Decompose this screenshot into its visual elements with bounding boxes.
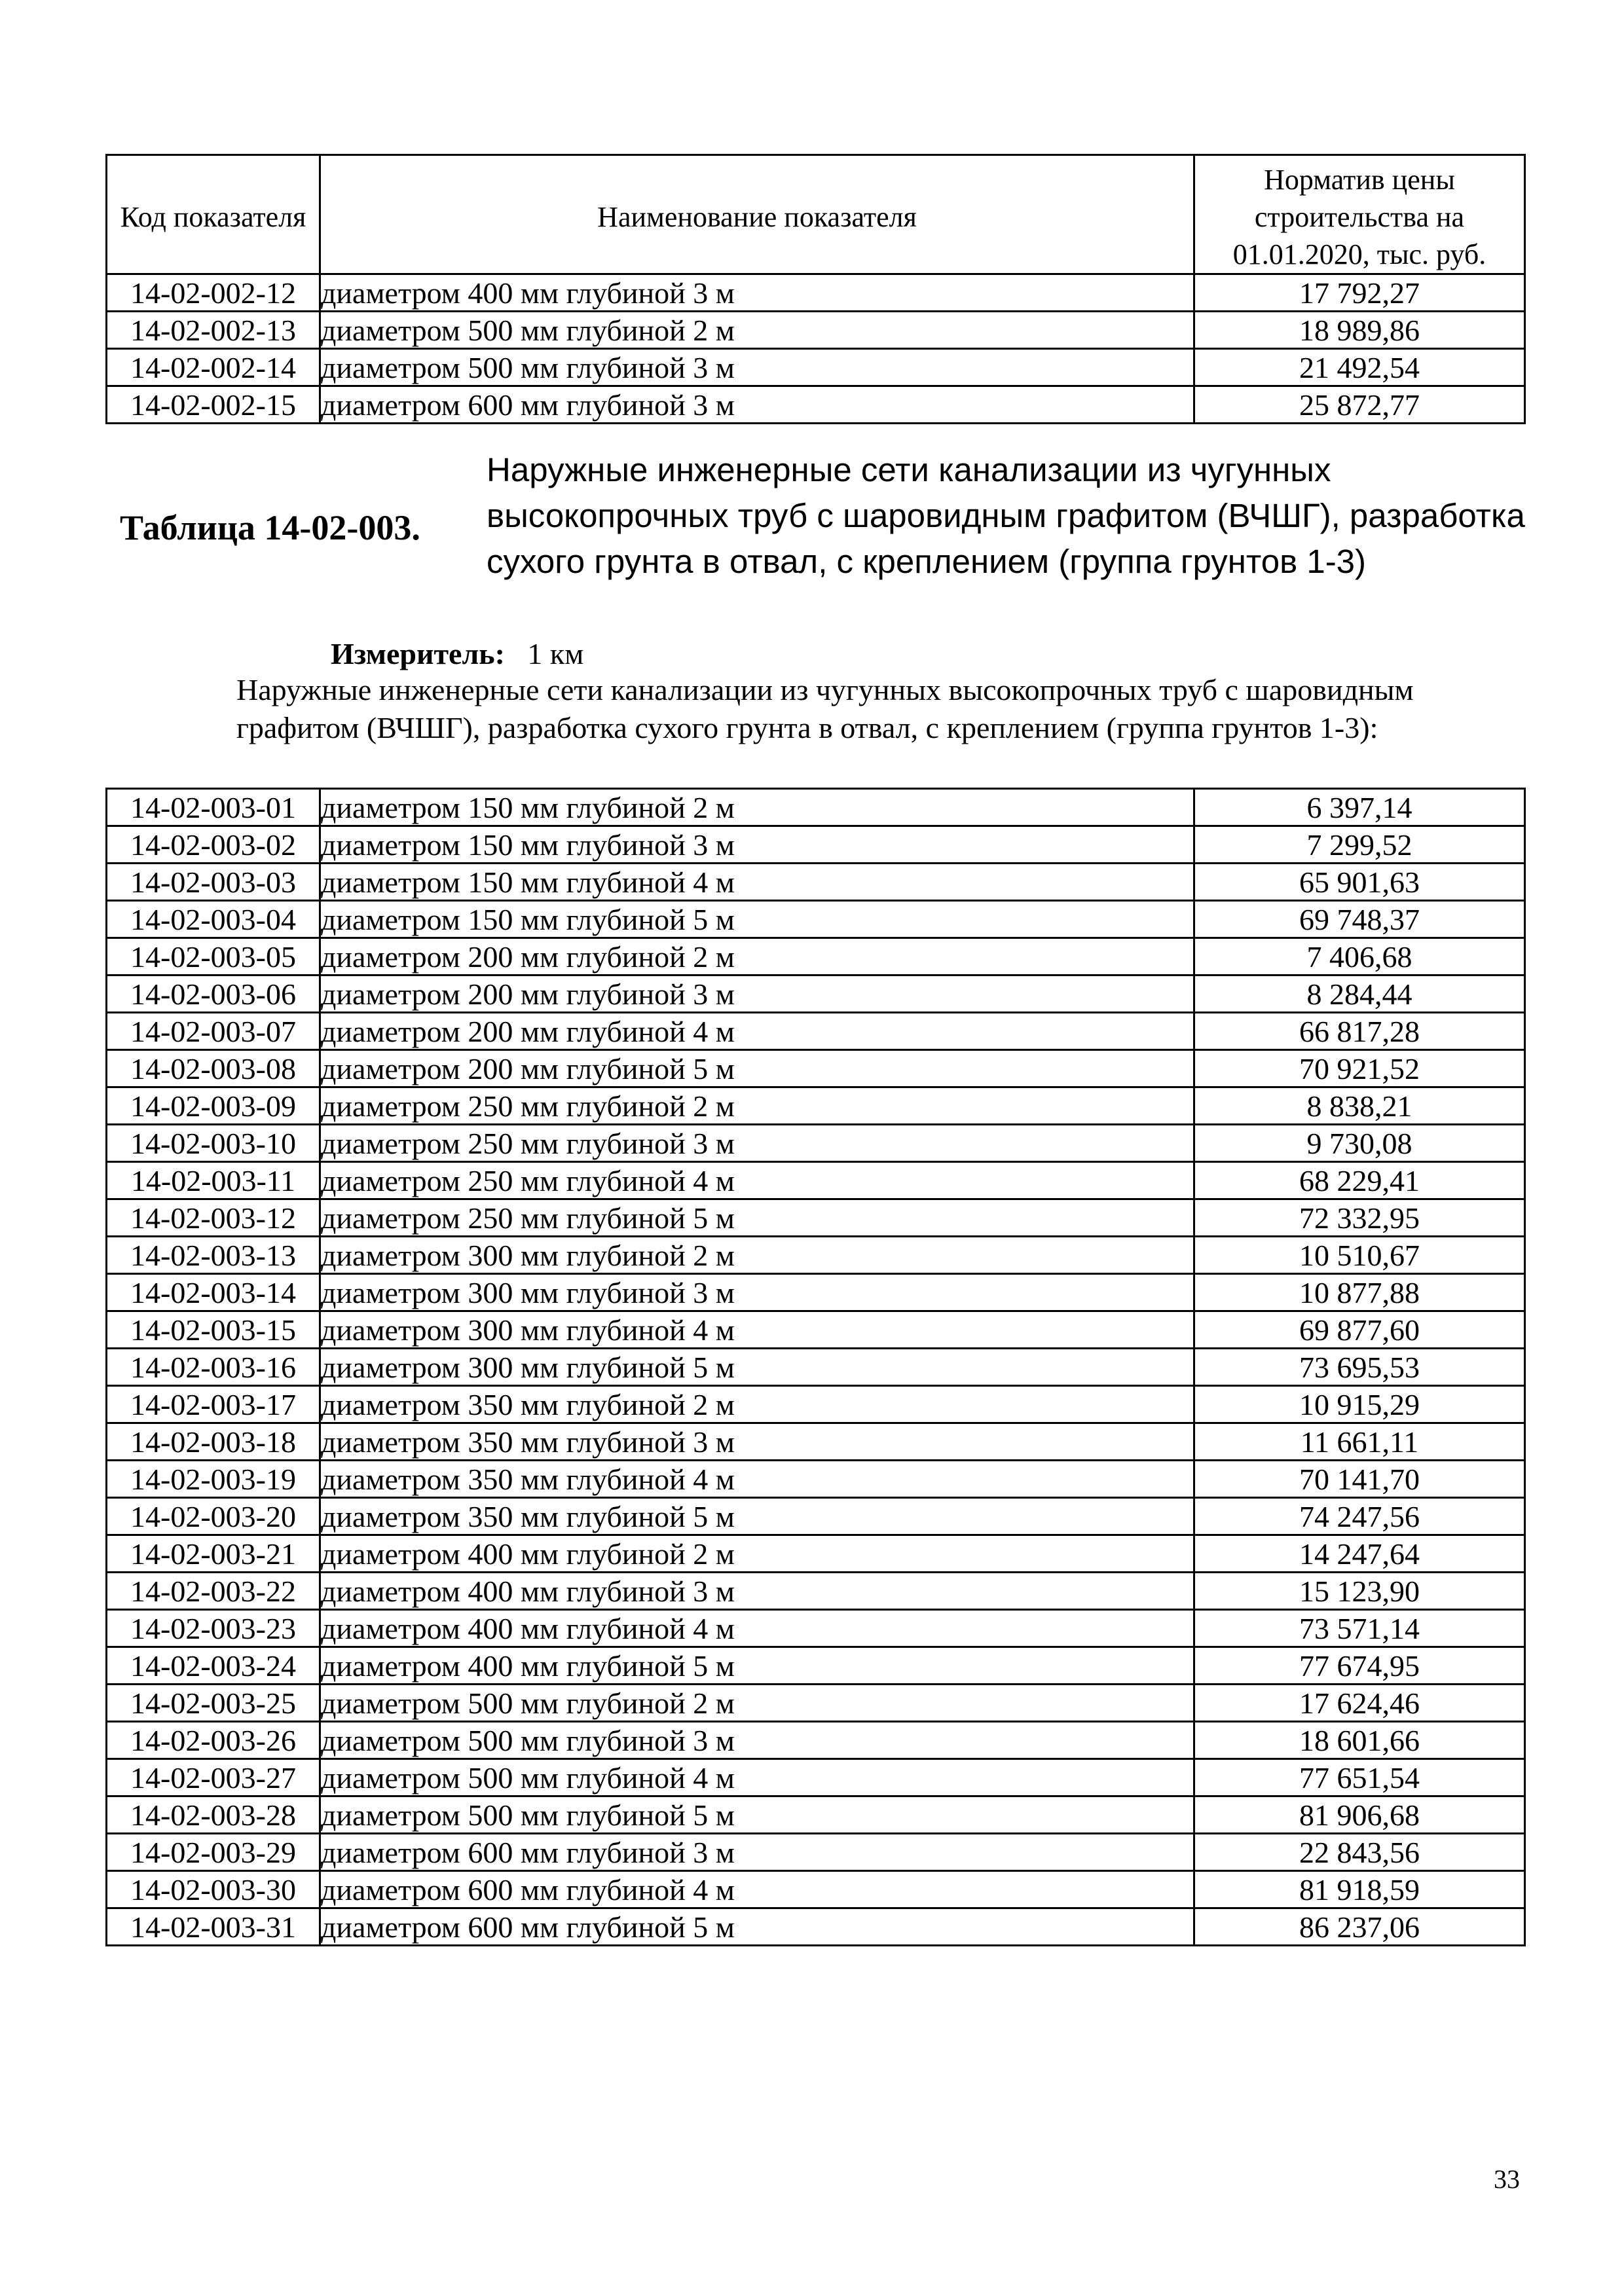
cell-name: диаметром 600 мм глубиной 4 м	[320, 1871, 1194, 1908]
table-row	[107, 1125, 1525, 1162]
cell-price: 15 123,90	[1194, 1573, 1525, 1610]
table-row	[107, 1871, 1525, 1908]
table-row	[107, 274, 1525, 312]
cell-name: диаметром 400 мм глубиной 2 м	[320, 1535, 1194, 1573]
cell-price: 68 229,41	[1194, 1162, 1525, 1199]
cell-price: 10 915,29	[1194, 1386, 1525, 1423]
cell-price: 8 838,21	[1194, 1087, 1525, 1125]
cell-price: 69 748,37	[1194, 901, 1525, 938]
cell-code: 14-02-002-14	[107, 349, 320, 386]
table-row	[107, 1050, 1525, 1087]
cell-price: 81 918,59	[1194, 1871, 1525, 1908]
table-row	[107, 1349, 1525, 1386]
cell-name: диаметром 300 мм глубиной 3 м	[320, 1274, 1194, 1311]
table-row	[107, 1013, 1525, 1050]
cell-code: 14-02-002-15	[107, 386, 320, 424]
cell-code: 14-02-003-22	[107, 1573, 320, 1610]
table-header-row	[107, 155, 1525, 274]
cell-code: 14-02-003-27	[107, 1759, 320, 1796]
continued-price-table	[105, 154, 1526, 424]
cell-price: 22 843,56	[1194, 1834, 1525, 1871]
cell-price: 14 247,64	[1194, 1535, 1525, 1573]
cell-price: 69 877,60	[1194, 1311, 1525, 1349]
cell-code: 14-02-003-04	[107, 901, 320, 938]
cell-price: 77 674,95	[1194, 1647, 1525, 1685]
cell-price: 10 510,67	[1194, 1237, 1525, 1274]
cell-code: 14-02-003-30	[107, 1871, 320, 1908]
cell-name: диаметром 600 мм глубиной 3 м	[320, 1834, 1194, 1871]
cell-price: 70 141,70	[1194, 1461, 1525, 1498]
cell-name: диаметром 300 мм глубиной 5 м	[320, 1349, 1194, 1386]
price-table	[105, 788, 1526, 1946]
cell-code: 14-02-003-26	[107, 1722, 320, 1759]
table-row	[107, 938, 1525, 975]
cell-name: диаметром 200 мм глубиной 3 м	[320, 975, 1194, 1013]
cell-price: 18 989,86	[1194, 312, 1525, 349]
table-row	[107, 386, 1525, 424]
cell-price: 10 877,88	[1194, 1274, 1525, 1311]
cell-name: диаметром 250 мм глубиной 2 м	[320, 1087, 1194, 1125]
table-row	[107, 1647, 1525, 1685]
table-row	[107, 975, 1525, 1013]
cell-name: диаметром 500 мм глубиной 3 м	[320, 349, 1194, 386]
cell-code: 14-02-003-09	[107, 1087, 320, 1125]
cell-name: диаметром 500 мм глубиной 3 м	[320, 1722, 1194, 1759]
cell-code: 14-02-003-20	[107, 1498, 320, 1535]
cell-price: 65 901,63	[1194, 864, 1525, 901]
table-row	[107, 1386, 1525, 1423]
cell-code: 14-02-002-13	[107, 312, 320, 349]
cell-code: 14-02-003-06	[107, 975, 320, 1013]
cell-code: 14-02-003-07	[107, 1013, 320, 1050]
cell-name: диаметром 200 мм глубиной 2 м	[320, 938, 1194, 975]
cell-name: диаметром 350 мм глубиной 2 м	[320, 1386, 1194, 1423]
table-row	[107, 1759, 1525, 1796]
cell-name: диаметром 150 мм глубиной 4 м	[320, 864, 1194, 901]
header-price: Норматив цены строительства на 01.01.2020, тыс. руб.	[1194, 155, 1525, 274]
cell-name: диаметром 500 мм глубиной 5 м	[320, 1796, 1194, 1834]
cell-name: диаметром 600 мм глубиной 5 м	[320, 1908, 1194, 1946]
table-row	[107, 1461, 1525, 1498]
cell-name: диаметром 400 мм глубиной 4 м	[320, 1610, 1194, 1647]
cell-code: 14-02-003-12	[107, 1199, 320, 1237]
cell-price: 9 730,08	[1194, 1125, 1525, 1162]
cell-name: диаметром 600 мм глубиной 3 м	[320, 386, 1194, 424]
cell-price: 73 695,53	[1194, 1349, 1525, 1386]
table-row	[107, 1834, 1525, 1871]
cell-name: диаметром 250 мм глубиной 5 м	[320, 1199, 1194, 1237]
cell-name: диаметром 250 мм глубиной 3 м	[320, 1125, 1194, 1162]
cell-price: 77 651,54	[1194, 1759, 1525, 1796]
table-row	[107, 1535, 1525, 1573]
cell-name: диаметром 300 мм глубиной 2 м	[320, 1237, 1194, 1274]
cell-name: диаметром 400 мм глубиной 3 м	[320, 274, 1194, 312]
cell-code: 14-02-003-15	[107, 1311, 320, 1349]
table-row	[107, 349, 1525, 386]
cell-code: 14-02-003-13	[107, 1237, 320, 1274]
table-row	[107, 1162, 1525, 1199]
header-code: Код показателя	[107, 155, 320, 274]
cell-price: 11 661,11	[1194, 1423, 1525, 1461]
cell-code: 14-02-003-14	[107, 1274, 320, 1311]
table-row	[107, 1237, 1525, 1274]
table-row	[107, 901, 1525, 938]
cell-code: 14-02-003-10	[107, 1125, 320, 1162]
cell-code: 14-02-003-29	[107, 1834, 320, 1871]
table-row	[107, 1498, 1525, 1535]
table-row	[107, 1722, 1525, 1759]
cell-code: 14-02-003-24	[107, 1647, 320, 1685]
cell-name: диаметром 400 мм глубиной 5 м	[320, 1647, 1194, 1685]
cell-price: 21 492,54	[1194, 349, 1525, 386]
cell-code: 14-02-003-08	[107, 1050, 320, 1087]
cell-code: 14-02-002-12	[107, 274, 320, 312]
cell-code: 14-02-003-31	[107, 1908, 320, 1946]
cell-code: 14-02-003-02	[107, 826, 320, 864]
table-row	[107, 1610, 1525, 1647]
table-row	[107, 1908, 1525, 1946]
cell-name: диаметром 350 мм глубиной 4 м	[320, 1461, 1194, 1498]
cell-name: диаметром 350 мм глубиной 5 м	[320, 1498, 1194, 1535]
table-row	[107, 312, 1525, 349]
table-label: Таблица 14-02-003.	[120, 508, 420, 547]
cell-code: 14-02-003-19	[107, 1461, 320, 1498]
cell-price: 17 624,46	[1194, 1685, 1525, 1722]
cell-price: 70 921,52	[1194, 1050, 1525, 1087]
cell-price: 73 571,14	[1194, 1610, 1525, 1647]
cell-name: диаметром 300 мм глубиной 4 м	[320, 1311, 1194, 1349]
cell-code: 14-02-003-25	[107, 1685, 320, 1722]
table-row	[107, 1087, 1525, 1125]
cell-name: диаметром 500 мм глубиной 4 м	[320, 1759, 1194, 1796]
cell-name: диаметром 250 мм глубиной 4 м	[320, 1162, 1194, 1199]
cell-code: 14-02-003-11	[107, 1162, 320, 1199]
page-number: 33	[1494, 2164, 1520, 2194]
cell-price: 18 601,66	[1194, 1722, 1525, 1759]
meter-value: 1 км	[527, 637, 584, 670]
header-name: Наименование показателя	[320, 155, 1194, 274]
cell-code: 14-02-003-23	[107, 1610, 320, 1647]
cell-name: диаметром 150 мм глубиной 5 м	[320, 901, 1194, 938]
cell-name: диаметром 500 мм глубиной 2 м	[320, 312, 1194, 349]
table-description: Наружные инженерные сети канализации из чугунных высокопрочных труб с шаровидным графитом (ВЧШГ), разработка сухого грунта в отвал, с креплением (группа грунтов 1-3):	[236, 673, 1414, 744]
cell-code: 14-02-003-05	[107, 938, 320, 975]
table-row	[107, 1199, 1525, 1237]
table-row	[107, 864, 1525, 901]
cell-price: 81 906,68	[1194, 1796, 1525, 1834]
table-row	[107, 1311, 1525, 1349]
meter-label: Измеритель:	[331, 637, 505, 670]
cell-name: диаметром 150 мм глубиной 3 м	[320, 826, 1194, 864]
cell-price: 7 406,68	[1194, 938, 1525, 975]
cell-name: диаметром 200 мм глубиной 5 м	[320, 1050, 1194, 1087]
table-row	[107, 1796, 1525, 1834]
unit-of-measure	[331, 636, 583, 671]
table-title: Наружные инженерные сети канализации из чугунных высокопрочных труб с шаровидным графитом (ВЧШГ), разработка сухого грунта в отвал, с креплением (группа грунтов 1-3)	[487, 451, 1525, 580]
cell-price: 74 247,56	[1194, 1498, 1525, 1535]
cell-code: 14-02-003-17	[107, 1386, 320, 1423]
cell-code: 14-02-003-28	[107, 1796, 320, 1834]
table-row	[107, 826, 1525, 864]
cell-code: 14-02-003-21	[107, 1535, 320, 1573]
cell-name: диаметром 150 мм глубиной 2 м	[320, 789, 1194, 826]
cell-name: диаметром 400 мм глубиной 3 м	[320, 1573, 1194, 1610]
table-row	[107, 1274, 1525, 1311]
cell-code: 14-02-003-01	[107, 789, 320, 826]
cell-code: 14-02-003-16	[107, 1349, 320, 1386]
cell-code: 14-02-003-03	[107, 864, 320, 901]
cell-price: 25 872,77	[1194, 386, 1525, 424]
cell-price: 6 397,14	[1194, 789, 1525, 826]
cell-price: 72 332,95	[1194, 1199, 1525, 1237]
cell-price: 7 299,52	[1194, 826, 1525, 864]
table-row	[107, 1685, 1525, 1722]
cell-price: 66 817,28	[1194, 1013, 1525, 1050]
cell-name: диаметром 200 мм глубиной 4 м	[320, 1013, 1194, 1050]
cell-price: 8 284,44	[1194, 975, 1525, 1013]
cell-name: диаметром 500 мм глубиной 2 м	[320, 1685, 1194, 1722]
cell-price: 86 237,06	[1194, 1908, 1525, 1946]
cell-name: диаметром 350 мм глубиной 3 м	[320, 1423, 1194, 1461]
table-row	[107, 1423, 1525, 1461]
table-row	[107, 789, 1525, 826]
cell-code: 14-02-003-18	[107, 1423, 320, 1461]
table-row	[107, 1573, 1525, 1610]
cell-price: 17 792,27	[1194, 274, 1525, 312]
